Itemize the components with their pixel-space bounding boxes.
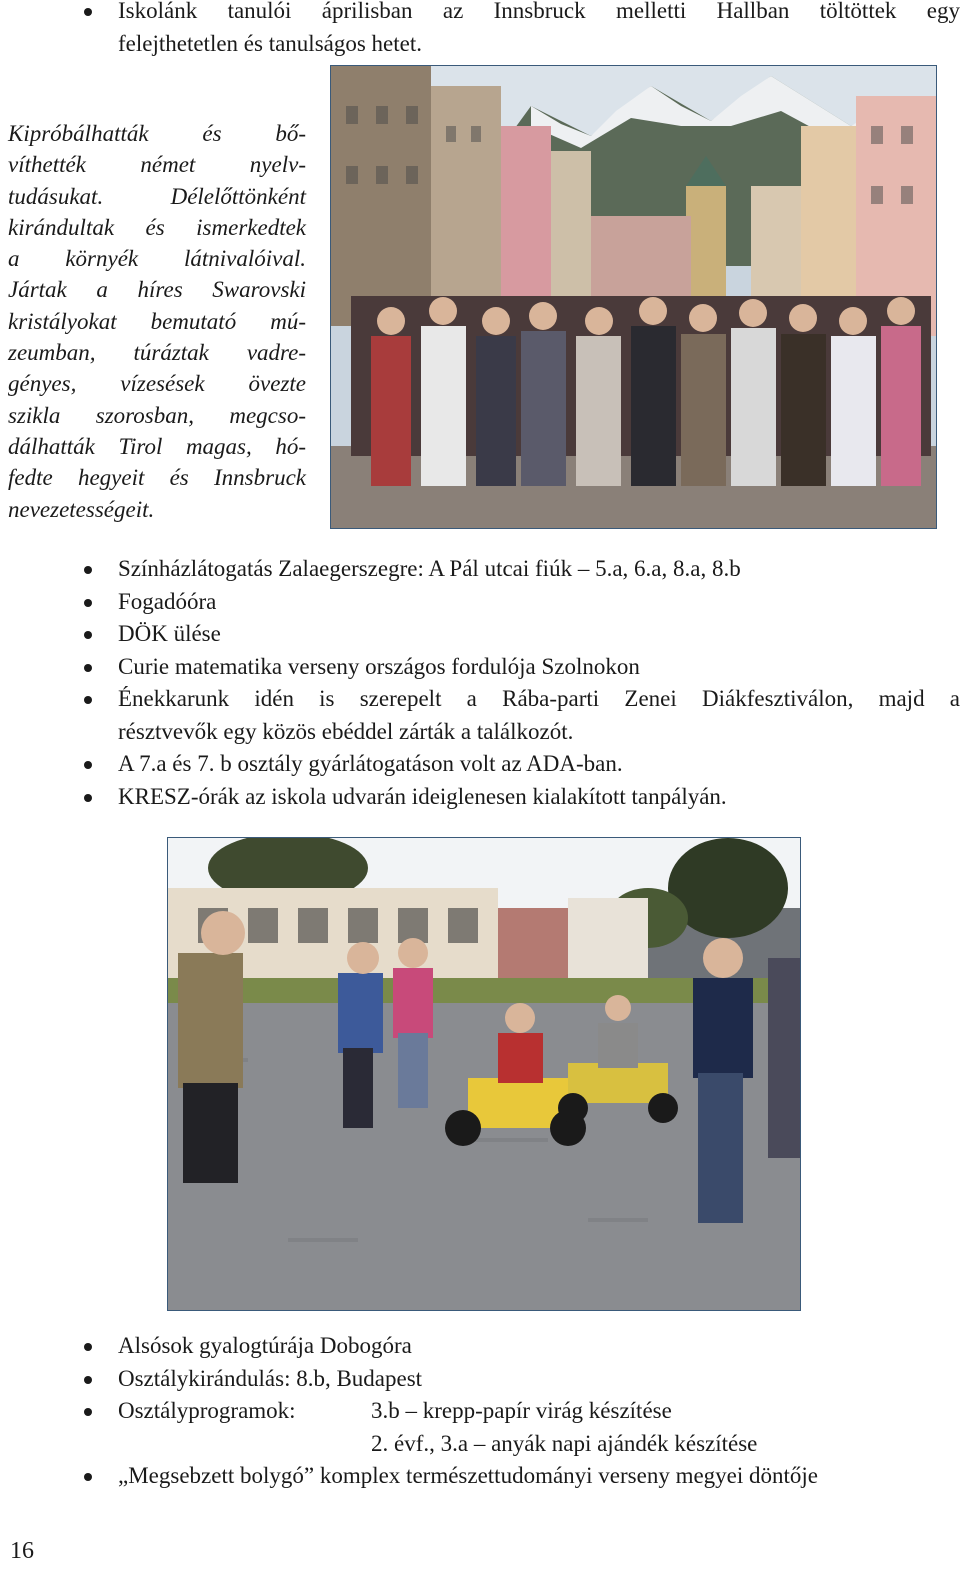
list-item (0, 1330, 960, 1363)
program-item: 2. évf., 3.a – anyák napi ajándék készítése (371, 1430, 758, 1456)
list-item (0, 1363, 960, 1396)
innsbruck-description (8, 118, 306, 525)
text-line: zeumban, túráztak vadre- (8, 340, 306, 366)
bullet-text-line: felejthetetlen és tanulságos hetet. (118, 30, 422, 56)
list-item (0, 1395, 960, 1460)
bullet-dot (84, 8, 92, 16)
program-item: 3.b – krepp-papír virág készítése (371, 1398, 672, 1423)
text-line: kristályokat bemutató mú- (8, 308, 306, 334)
list-item (0, 618, 960, 651)
bullet-text: Alsósok gyalogtúrája Dobogóra (118, 1333, 412, 1358)
programs-label: Osztályprogramok: (118, 1398, 296, 1423)
bullet-dot (84, 1343, 92, 1351)
innsbruck-group-photo (330, 65, 937, 529)
text-line: tudásukat. Délelőttönként (8, 183, 306, 209)
text-line: Jártak a híres Swarovski (8, 277, 306, 303)
bullet-dot (84, 1376, 92, 1384)
text-line: szikla szorosban, megcso- (8, 402, 306, 428)
bullet-text: DÖK ülése (118, 621, 221, 646)
bullet-dot (84, 631, 92, 639)
text-line: dálhatták Tirol magas, hó- (8, 433, 306, 459)
bullet-dot (84, 599, 92, 607)
list-item (0, 748, 960, 781)
bullet-text: Fogadóóra (118, 588, 217, 614)
middle-bullet-list (0, 553, 960, 813)
bullet-text: Curie matematika verseny országos fordulója Szolnokon (118, 653, 640, 679)
text-line: gényes, vízesések övezte (8, 371, 306, 397)
list-item (0, 586, 960, 619)
bullet-text: A 7.a és 7. b osztály gyárlátogatáson volt az ADA-ban. (118, 751, 623, 776)
bullet-text-line: Énekkarunk idén is szerepelt a Rába-parti Zenei Diákfesztiválon, majd a (118, 686, 960, 711)
list-item (0, 0, 960, 60)
bottom-bullet-list (0, 1330, 960, 1493)
bullet-dot (84, 696, 92, 704)
bullet-dot (84, 566, 92, 574)
list-item (0, 553, 960, 586)
bullet-text: Osztálykirándulás: 8.b, Budapest (118, 1365, 423, 1391)
kresz-course-photo (167, 837, 801, 1311)
bullet-text-line: résztvevők egy közös ebéddel zárták a találkozót. (118, 718, 574, 744)
text-line: fedte hegyeit és Innsbruck (8, 465, 306, 491)
list-item (0, 781, 960, 814)
bullet-dot (84, 1473, 92, 1481)
text-line: kirándultak és ismerkedtek (8, 214, 306, 240)
top-bullet (0, 0, 960, 60)
text-line: víthették német nyelv- (8, 152, 306, 178)
bullet-dot (84, 664, 92, 672)
bullet-dot (84, 794, 92, 802)
page-number: 16 (10, 1538, 34, 1564)
text-line: Kipróbálhatták és bő- (8, 121, 306, 146)
text-line: nevezetességeit. (8, 496, 155, 522)
bullet-dot (84, 1408, 92, 1416)
text-line: a környék látnivalóival. (8, 246, 306, 272)
list-item (0, 683, 960, 748)
bullet-text: KRESZ-órák az iskola udvarán ideiglenesen kialakított tanpályán. (118, 783, 727, 809)
list-item (0, 651, 960, 684)
bullet-dot (84, 761, 92, 769)
list-item (0, 1460, 960, 1493)
bullet-text: Színházlátogatás Zalaegerszegre: A Pál utcai fiúk – 5.a, 6.a, 8.a, 8.b (118, 556, 741, 581)
bullet-text: „Megsebzett bolygó” komplex természettudományi verseny megyei döntője (118, 1463, 819, 1488)
bullet-text-line: Iskolánk tanulói áprilisban az Innsbruck melletti Hallban töltöttek egy (118, 0, 960, 23)
